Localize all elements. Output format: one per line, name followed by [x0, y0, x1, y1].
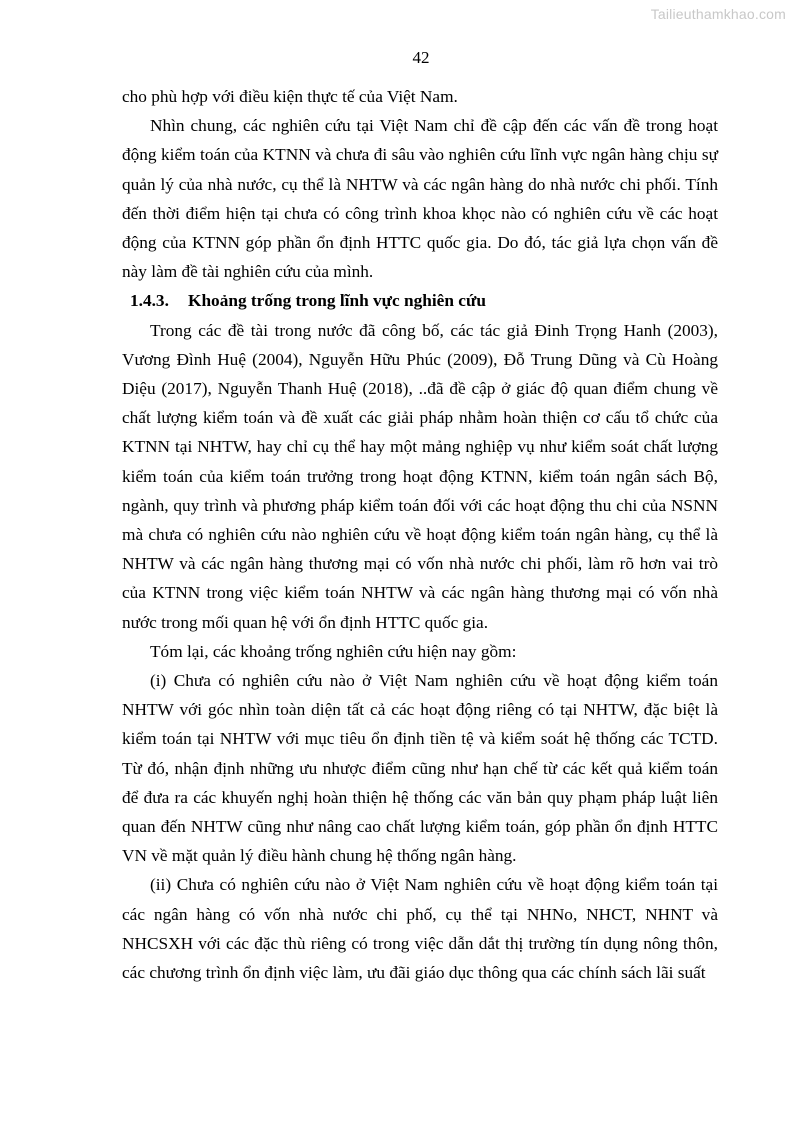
list-item-gap-i: (i) Chưa có nghiên cứu nào ở Việt Nam nghiên cứu về hoạt động kiểm toán NHTW với góc nhìn toàn diện tất cả các hoạt động riêng có tại NHTW, đặc biệt là kiểm toán tại NHTW với mục tiêu ổn định tiền tệ và kiểm soát hệ thống các TCTD. Từ đó, nhận định những ưu nhược điểm cũng như hạn chế từ các kết quả kiểm toán để đưa ra các khuyến nghị hoàn thiện hệ thống các văn bản quy phạm pháp luật liên quan đến NHTW cũng như nâng cao chất lượng kiểm toán, góp phần ổn định HTTC VN về mặt quản lý điều hành chung hệ thống ngân hàng. [122, 671, 718, 866]
section-heading [122, 286, 718, 315]
section-title: Khoảng trống trong lĩnh vực nghiên cứu [188, 291, 486, 311]
paragraph: Nhìn chung, các nghiên cứu tại Việt Nam chỉ đề cập đến các vấn đề trong hoạt động kiểm toán của KTNN và chưa đi sâu vào nghiên cứu lĩnh vực ngân hàng chịu sự quản lý của nhà nước, cụ thể là NHTW và các ngân hàng do nhà nước chi phối. Tính đến thời điểm hiện tại chưa có công trình khoa khọc nào có nghiên cứu về các hoạt động của KTNN góp phần ổn định HTTC quốc gia. Do đó, tác giả lựa chọn vấn đề này làm đề tài nghiên cứu của mình. [122, 116, 718, 282]
paragraph: Trong các đề tài trong nước đã công bố, các tác giả Đinh Trọng Hanh (2003), Vương Đình Huệ (2004), Nguyễn Hữu Phúc (2009), Đỗ Trung Dũng và Cù Hoàng Diệu (2017), Nguyễn Thanh Huệ (2018), ..đã đề cập ở giác độ quan điểm chung về chất lượng kiểm toán và đề xuất các giải pháp nhằm hoàn thiện cơ cấu tổ chức của KTNN tại NHTW, hay chỉ cụ thể hay một mảng nghiệp vụ như kiểm soát chất lượng kiểm toán của kiểm toán trưởng trong hoạt động KTNN, kiểm toán ngân sách Bộ, ngành, quy trình và phương pháp kiểm toán đối với các hoạt động thu chi của NSNN mà chưa có nghiên cứu nào nghiên cứu về hoạt động kiểm toán ngân hàng, cụ thể là NHTW và các ngân hàng thương mại có vốn nhà nước chi phối, làm rõ hơn vai trò của KTNN trong việc kiểm toán NHTW và các ngân hàng thương mại có vốn nhà nước trong mối quan hệ với ổn định HTTC quốc gia. [122, 320, 718, 632]
paragraph: Tóm lại, các khoảng trống nghiên cứu hiện nay gồm: [150, 641, 517, 661]
list-item-gap-ii: (ii) Chưa có nghiên cứu nào ở Việt Nam nghiên cứu về hoạt động kiểm toán tại các ngân hàng có vốn nhà nước chi phố, cụ thể tại NHNo, NHCT, NHNT và NHCSXH với các đặc thù riêng có trong việc dẫn dắt thị trường tín dụng nông thôn, các chương trình ổn định việc làm, ưu đãi giáo dục thông qua các chính sách lãi suất [122, 875, 718, 983]
section-number: 1.4.3. [130, 291, 169, 311]
document-body [122, 82, 718, 987]
page-number: 42 [412, 48, 430, 67]
watermark: Tailieuthamkhao.com [650, 6, 786, 22]
paragraph-continuation: cho phù hợp với điều kiện thực tế của Việt Nam. [122, 87, 458, 106]
